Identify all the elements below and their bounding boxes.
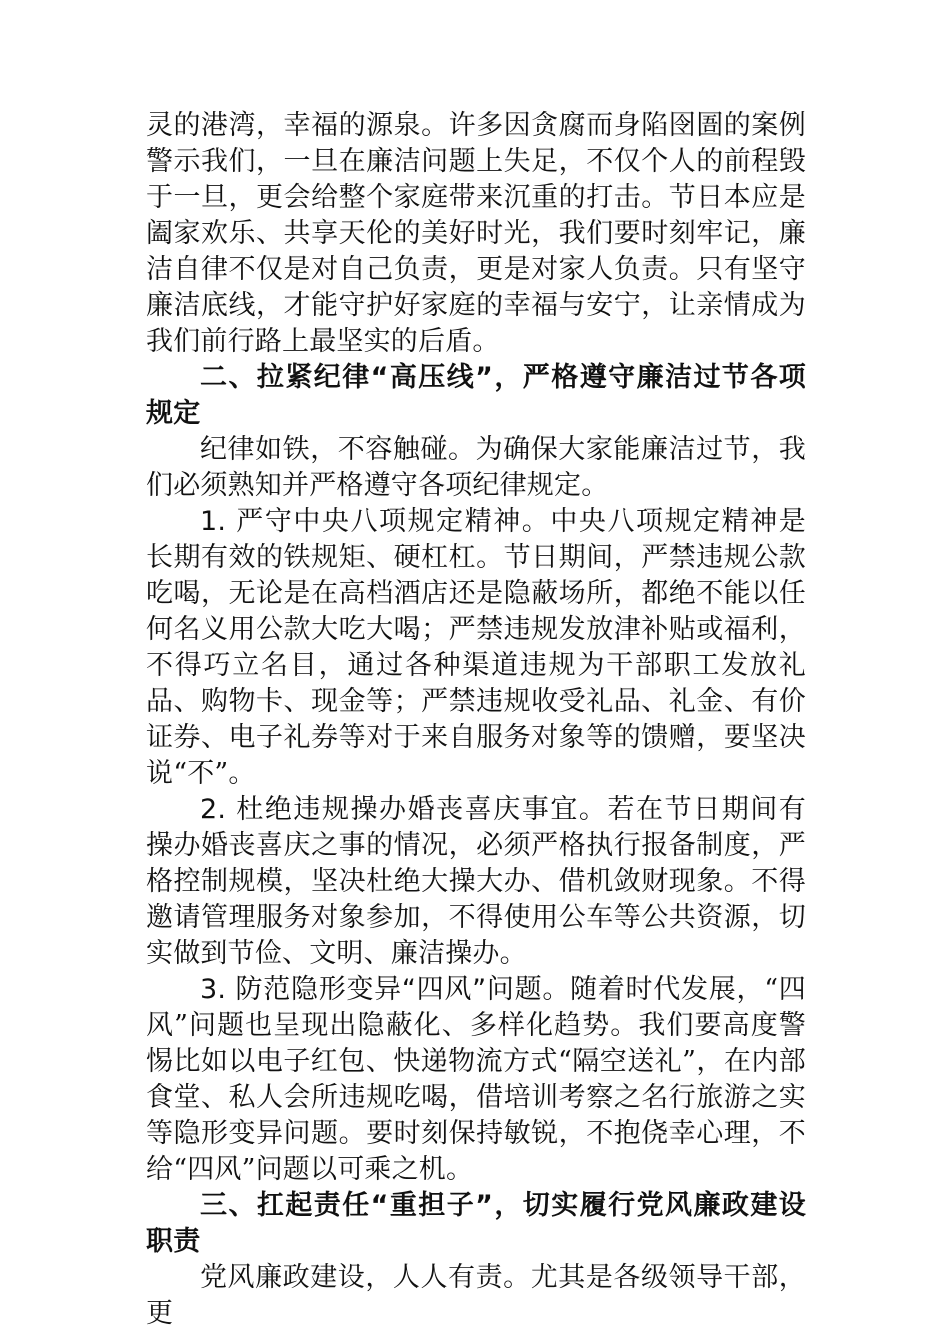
- list-item-3-text: 随着时代发展，“四风”问题也呈现出隐蔽化、多样化趋势。我们要高度警惕比如以电子红包、快递物流方式“隔空送礼”，在内部食堂、私人会所违规吃喝，借培训考察之名行旅游之实等隐形变异问题。要时刻保持敏锐，不抱侥幸心理，不给“四风”问题以可乘之机。: [146, 974, 806, 1185]
- final-paragraph: 党风廉政建设，人人有责。尤其是各级领导干部，更: [146, 1262, 806, 1329]
- discipline-intro-paragraph: 纪律如铁，不容触碰。为确保大家能廉洁过节，我们必须熟知并严格遵守各项纪律规定。: [146, 434, 806, 501]
- document-body: [146, 108, 806, 1332]
- list-item-2-text: 若在节日期间有操办婚丧喜庆之事的情况，必须严格执行报备制度，严格控制规模，坚决杜绝大操大办、借机敛财现象。不得邀请管理服务对象参加，不得使用公车等公共资源，切实做到节俭、文明、廉洁操办。: [146, 794, 806, 969]
- continued-paragraph: 灵的港湾，幸福的源泉。许多因贪腐而身陷囹圄的案例警示我们，一旦在廉洁问题上失足，不仅个人的前程毁于一旦，更会给整个家庭带来沉重的打击。节日本应是阖家欢乐、共享天伦的美好时光，我们要时刻牢记，廉洁自律不仅是对自己负责，更是对家人负责。只有坚守廉洁底线，才能守护好家庭的幸福与安宁，让亲情成为我们前行路上最坚实的后盾。: [146, 110, 806, 357]
- list-item-1-lead: 1. 严守中央八项规定精神。: [200, 506, 551, 537]
- list-item-3: [146, 972, 806, 1188]
- list-item-2-lead: 2. 杜绝违规操办婚丧喜庆事宜。: [200, 794, 608, 825]
- section-heading-three: 三、扛起责任“重担子”，切实履行党风廉政建设职责: [146, 1190, 806, 1257]
- list-item-3-lead: 3. 防范隐形变异“四风”问题。: [200, 974, 571, 1005]
- list-item-1-text: 中央八项规定精神是长期有效的铁规矩、硬杠杠。节日期间，严禁违规公款吃喝，无论是在高档酒店还是隐蔽场所，都绝不能以任何名义用公款大吃大喝；严禁违规发放津补贴或福利，不得巧立名目，通过各种渠道违规为干部职工发放礼品、购物卡、现金等；严禁违规收受礼品、礼金、有价证券、电子礼券等对于来自服务对象等的馈赠，要坚决说“不”。: [146, 506, 806, 789]
- list-item-1: [146, 504, 806, 792]
- section-heading-two: 二、拉紧纪律“高压线”，严格遵守廉洁过节各项规定: [146, 362, 806, 429]
- list-item-2: [146, 792, 806, 972]
